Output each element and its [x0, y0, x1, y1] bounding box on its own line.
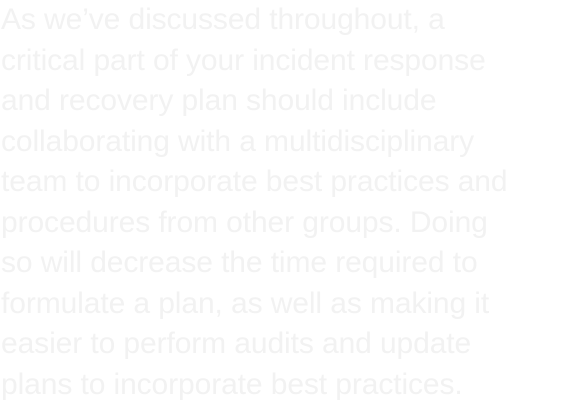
paragraph-line-8: formulate a plan, as well as making it — [1, 286, 490, 320]
paragraph-line-1: As we’ve discussed throughout, a — [1, 3, 445, 36]
paragraph-line-10: plans to incorporate best practices. — [1, 367, 463, 401]
paragraph-line-3: and recovery plan should include — [1, 84, 437, 117]
paragraph-line-7: so will decrease the time required to — [1, 246, 478, 279]
paragraph-line-6: procedures from other groups. Doing — [1, 205, 488, 239]
paragraph-line-4: collaborating with a multidisciplinary — [1, 124, 475, 158]
paragraph-line-5: team to incorporate best practices and — [1, 165, 508, 198]
body-paragraph — [1, 0, 569, 405]
paragraph-line-9: easier to perform audits and update — [1, 327, 472, 360]
paragraph-line-2: critical part of your incident response — [1, 43, 486, 77]
